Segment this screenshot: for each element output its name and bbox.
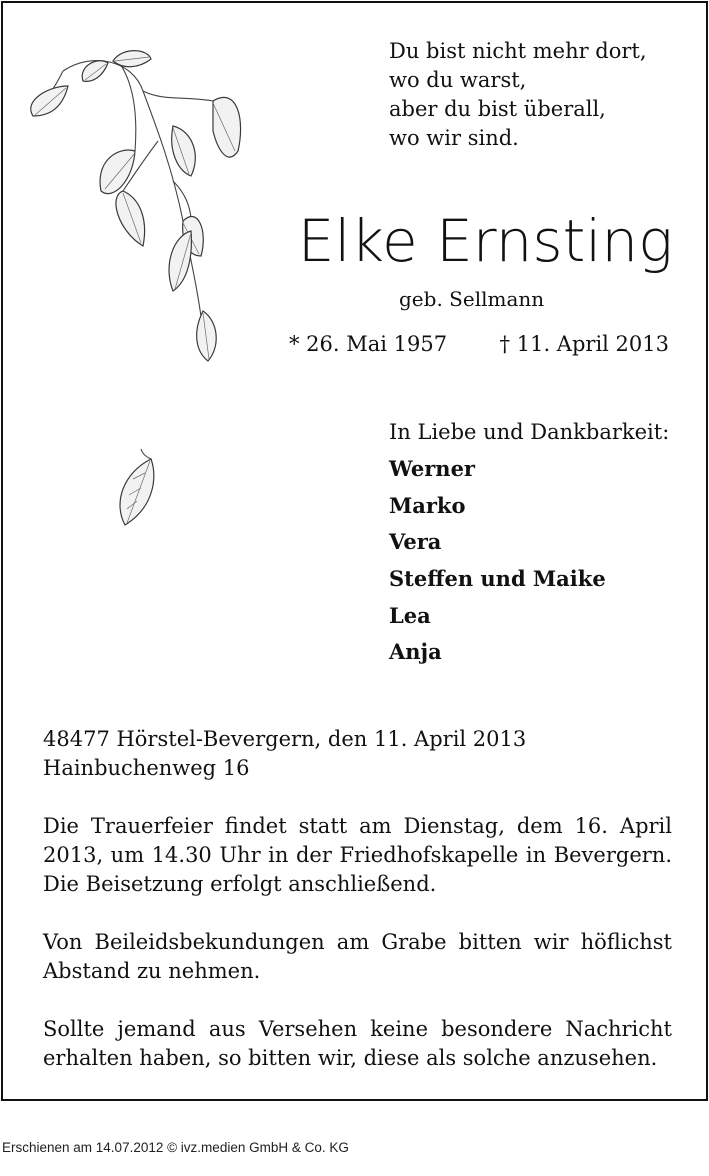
family-signatures	[389, 417, 669, 671]
poem-line: wo du warst,	[389, 68, 527, 92]
condolence-notice-paragraph: Von Beileidsbekundungen am Grabe bitten wir höflichst Abstand zu nehmen.	[43, 930, 672, 983]
notification-notice-paragraph: Sollte jemand aus Versehen keine besondere Nachricht erhalten haben, so bitten wir, diese als solche anzusehen.	[43, 1017, 672, 1070]
family-intro: In Liebe und Dankbarkeit:	[389, 420, 670, 444]
poem-line: aber du bist überall,	[389, 97, 606, 121]
falling-leaf-illustration	[103, 443, 173, 533]
poem-line: Du bist nicht mehr dort,	[389, 39, 647, 63]
street-address: Hainbuchenweg 16	[43, 756, 250, 780]
birth-date: * 26. Mai 1957	[289, 332, 448, 356]
family-member: Werner	[389, 456, 475, 481]
publication-credit: Erschienen am 14.07.2012 © ivz.medien GmbH & Co. KG	[2, 1140, 349, 1155]
death-date: † 11. April 2013	[499, 332, 669, 356]
family-member: Steffen und Maike	[389, 566, 606, 592]
family-member: Anja	[389, 639, 442, 665]
obituary-frame	[1, 1, 708, 1101]
family-member: Lea	[389, 602, 431, 628]
family-member: Marko	[389, 492, 466, 518]
maiden-name: geb. Sellmann	[399, 287, 545, 311]
deceased-name: Elke Ernsting	[297, 207, 673, 275]
address-block	[43, 725, 526, 783]
poem-line: wo wir sind.	[389, 126, 519, 150]
memorial-poem	[389, 37, 647, 153]
family-member: Vera	[389, 529, 442, 555]
birch-branch-illustration	[23, 31, 283, 371]
funeral-notice-paragraph: Die Trauerfeier findet statt am Dienstag, dem 16. April 2013, um 14.30 Uhr in der Friedhofskapelle in Bevergern. Die Beisetzung erfolgt anschließend.	[43, 814, 672, 896]
place-and-date: 48477 Hörstel-Bevergern, den 11. April 2013	[43, 727, 527, 751]
